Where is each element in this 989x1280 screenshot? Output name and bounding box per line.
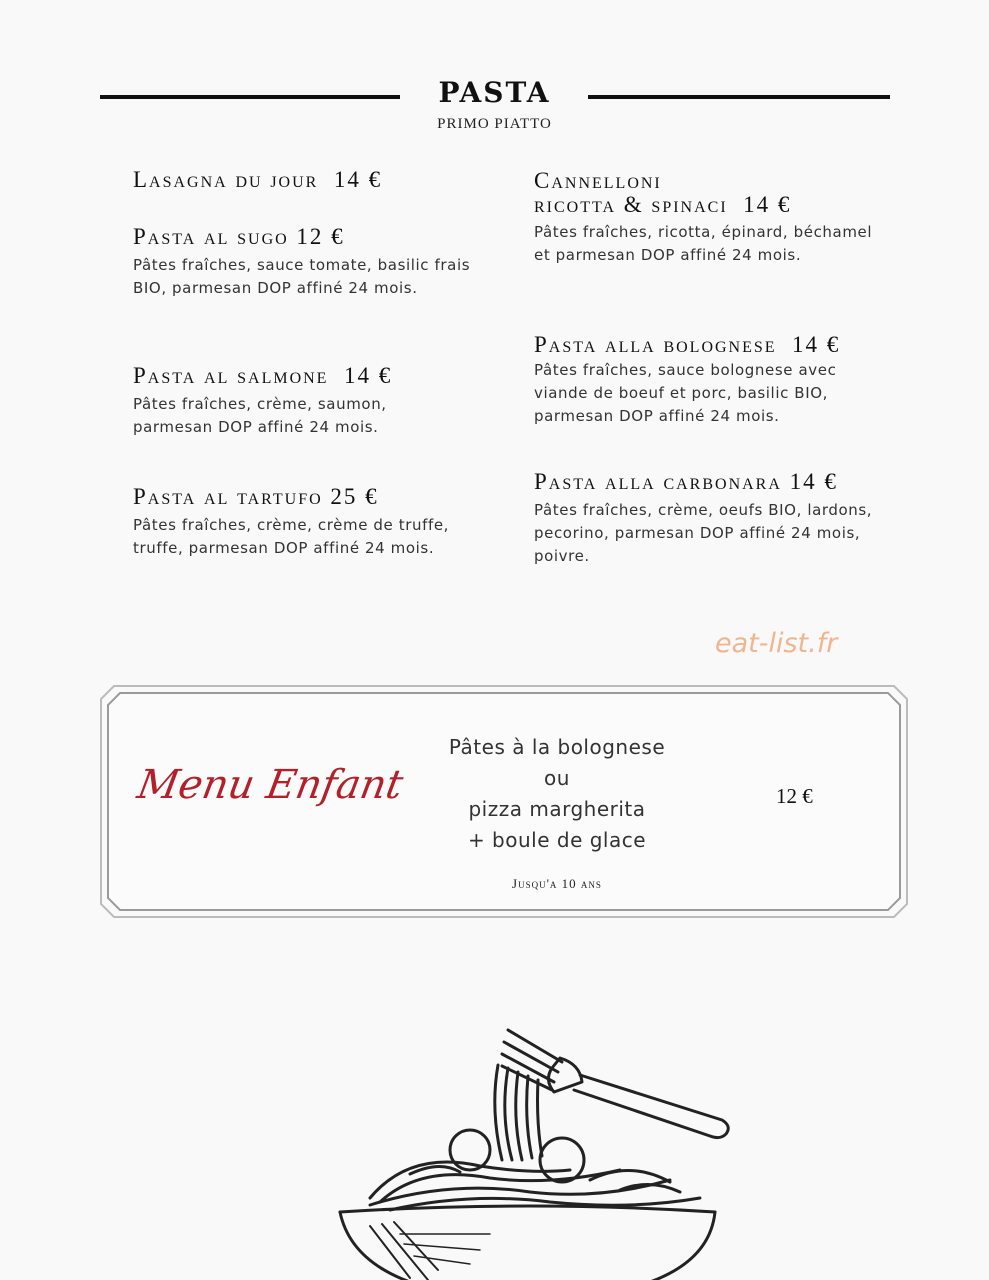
kids-menu-price: 12 € (776, 784, 813, 808)
item-name: Pasta alla bolognese 14 € (534, 332, 841, 357)
menu-item (534, 169, 879, 267)
item-name: Lasagna du jour 14 € (133, 167, 383, 192)
item-description: Pâtes fraîches, sauce tomate, basilic frais BIO, parmesan DOP affiné 24 mois. (133, 256, 471, 297)
kids-option-line: + boule de glace (467, 828, 647, 852)
menu-item (133, 364, 453, 439)
kids-option-line: Pâtes à la bolognese (448, 735, 666, 759)
kids-menu-note: Jusqu'a 10 ans (512, 876, 602, 891)
page-title: PASTA (438, 76, 551, 109)
item-description: Pâtes fraîches, sauce bolognese avec viande de boeuf et porc, basilic BIO, parmesan DOP affiné 24 mois. (534, 361, 837, 425)
pasta-bowl-with-fork-icon (330, 1020, 740, 1280)
menu-item (133, 485, 463, 560)
item-name: Pasta al tartufo 25 € (133, 484, 379, 509)
item-name: Pasta alla carbonara 14 € (534, 469, 838, 494)
item-description: Pâtes fraîches, crème, oeufs BIO, lardons, pecorino, parmesan DOP affiné 24 mois, poivre. (534, 501, 873, 565)
item-name: Cannelloni ricotta & spinaci 14 € (534, 168, 792, 217)
item-name: Pasta al salmone 14 € (133, 363, 393, 388)
menu-item (534, 470, 889, 568)
kids-option-line: ou (544, 766, 570, 790)
menu-item (133, 225, 473, 300)
watermark: eat-list.fr (715, 628, 838, 659)
item-description: Pâtes fraîches, crème, crème de truffe, truffe, parmesan DOP affiné 24 mois. (133, 516, 450, 557)
kids-menu-options (402, 732, 712, 856)
page-subtitle: PRIMO PIATTO (437, 116, 552, 132)
item-description: Pâtes fraîches, ricotta, épinard, béchamel et parmesan DOP affiné 24 mois. (534, 223, 873, 264)
kids-option-line: pizza margherita (468, 797, 646, 821)
item-name: Pasta al sugo 12 € (133, 224, 345, 249)
kids-menu-title: Menu Enfant (133, 762, 407, 808)
menu-item (534, 333, 889, 428)
item-description: Pâtes fraîches, crème, saumon, parmesan DOP affiné 24 mois. (133, 395, 387, 436)
menu-item (133, 168, 463, 192)
